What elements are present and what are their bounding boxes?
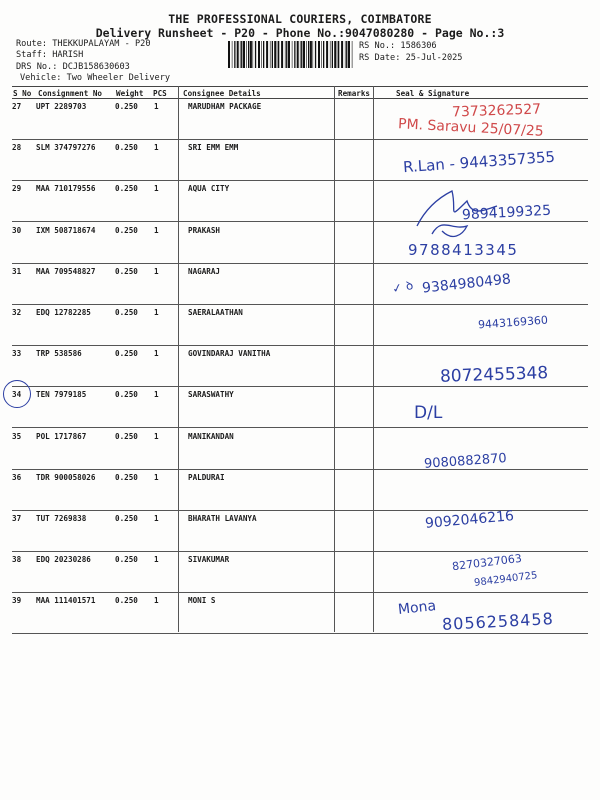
cell-pcs: 1 xyxy=(154,266,159,276)
col-header-sno: S No xyxy=(13,89,32,98)
cell-sno: 37 xyxy=(12,514,22,523)
cell-weight: 0.250 xyxy=(115,143,138,153)
cell-pcs: 1 xyxy=(154,143,159,153)
cell-weight: 0.250 xyxy=(115,308,138,317)
col-header-seal: Seal & Signature xyxy=(396,89,470,98)
handwritten-phone: 8270327063 xyxy=(451,551,523,574)
cell-consignment: UPT 2289703 xyxy=(36,102,87,111)
handwritten-signature: ✓ ꝺ xyxy=(390,277,415,297)
handwritten-circle xyxy=(3,380,31,408)
cell-pcs: 1 xyxy=(154,514,159,523)
cell-sno: 39 xyxy=(12,596,22,606)
cell-sno: 34 xyxy=(12,390,22,400)
handwritten-phone: 8072455348 xyxy=(439,363,549,387)
cell-pcs: 1 xyxy=(154,102,159,111)
handwritten-phone: 9080882870 xyxy=(423,451,508,472)
cell-pcs: 1 xyxy=(154,596,159,606)
handwritten-phone: 9842940725 xyxy=(473,570,539,589)
rs-date: RS Date: 25-Jul-2025 xyxy=(359,53,463,63)
cell-sno: 36 xyxy=(12,472,22,482)
runsheet-title: Delivery Runsheet - P20 - Phone No.:9047080280 - Page No.:3 xyxy=(95,26,505,40)
cell-consignee: MANIKANDAN xyxy=(188,431,234,441)
cell-weight: 0.250 xyxy=(115,184,138,194)
cell-consignee: SARASWATHY xyxy=(188,390,234,400)
cell-consignment: MAA 710179556 xyxy=(36,184,96,194)
handwritten-mark: D/L xyxy=(414,403,443,423)
cell-consignment: EDQ 20230286 xyxy=(36,555,91,565)
cell-pcs: 1 xyxy=(154,308,159,317)
cell-weight: 0.250 xyxy=(115,225,138,235)
col-header-consignment: Consignment No xyxy=(38,89,103,98)
company-name: THE PROFESSIONAL COURIERS, COIMBATORE xyxy=(168,12,432,26)
cell-consignment: POL 1717867 xyxy=(36,431,87,441)
cell-weight: 0.250 xyxy=(115,266,138,276)
handwritten-signature: R.Lan - 9443357355 xyxy=(402,147,556,177)
cell-sno: 27 xyxy=(12,102,22,111)
cell-consignee: PRAKASH xyxy=(188,225,221,235)
cell-sno: 30 xyxy=(12,225,22,235)
cell-sno: 33 xyxy=(12,349,22,359)
cell-weight: 0.250 xyxy=(115,431,138,441)
cell-pcs: 1 xyxy=(154,349,159,359)
handwritten-signature: Mona xyxy=(397,598,437,618)
rs-number: RS No.: 1586306 xyxy=(359,41,437,51)
col-header-weight: Weight xyxy=(116,89,144,98)
handwritten-phone: 9092046216 xyxy=(424,508,515,532)
route-label: Route: THEKKUPALAYAM - P20 xyxy=(16,39,151,49)
col-header-remarks: Remarks xyxy=(338,89,371,98)
cell-weight: 0.250 xyxy=(115,514,138,523)
cell-weight: 0.250 xyxy=(115,596,138,606)
cell-pcs: 1 xyxy=(154,555,159,565)
cell-consignment: TRP 538586 xyxy=(36,349,82,359)
handwritten-phone: 9894199325 xyxy=(461,202,552,224)
cell-weight: 0.250 xyxy=(115,472,138,482)
cell-consignee: SIVAKUMAR xyxy=(188,555,230,565)
cell-consignee: NAGARAJ xyxy=(188,266,221,276)
table-row xyxy=(12,469,588,511)
drs-number: DRS No.: DCJB158630603 xyxy=(16,62,130,72)
cell-consignee: SRI EMM EMM xyxy=(188,143,239,153)
cell-consignment: EDQ 12782285 xyxy=(36,308,91,317)
barcode-image xyxy=(228,41,353,68)
handwritten-phone: 7373262527 xyxy=(451,101,542,121)
cell-pcs: 1 xyxy=(154,225,159,235)
cell-pcs: 1 xyxy=(154,431,159,441)
cell-sno: 32 xyxy=(12,308,22,317)
cell-consignment: MAA 111401571 xyxy=(36,596,96,606)
cell-consignee: BHARATH LAVANYA xyxy=(188,514,257,523)
cell-consignment: MAA 709548827 xyxy=(36,266,96,276)
cell-sno: 28 xyxy=(12,143,22,153)
cell-consignment: TEN 7979185 xyxy=(36,390,87,400)
scribble-signature xyxy=(412,186,502,240)
cell-pcs: 1 xyxy=(154,184,159,194)
cell-consignee: MONI S xyxy=(188,596,216,606)
cell-consignment: SLM 374797276 xyxy=(36,143,96,153)
handwritten-phone: 9443169360 xyxy=(477,313,549,332)
handwritten-phone: 9788413345 xyxy=(408,241,519,259)
cell-weight: 0.250 xyxy=(115,102,138,111)
vehicle-label: Vehicle: Two Wheeler Delivery xyxy=(20,73,171,83)
cell-consignment: TUT 7269838 xyxy=(36,514,87,523)
cell-pcs: 1 xyxy=(154,472,159,482)
cell-sno: 29 xyxy=(12,184,22,194)
cell-consignee: MARUDHAM PACKAGE xyxy=(188,102,262,111)
handwritten-signature: PM. Saravu 25/07/25 xyxy=(397,116,545,140)
cell-consignee: AQUA CITY xyxy=(188,184,230,194)
cell-weight: 0.250 xyxy=(115,555,138,565)
handwritten-phone: 9384980498 xyxy=(421,271,512,297)
table-row xyxy=(12,386,588,428)
col-header-pcs: PCS xyxy=(153,89,167,98)
cell-consignment: IXM 508718674 xyxy=(36,225,96,235)
cell-consignee: PALDURAI xyxy=(188,472,225,482)
cell-consignee: SAERALAATHAN xyxy=(188,308,243,317)
table-top-border xyxy=(12,86,588,87)
cell-weight: 0.250 xyxy=(115,390,138,400)
cell-pcs: 1 xyxy=(154,390,159,400)
handwritten-phone: 8056258458 xyxy=(441,609,555,634)
staff-label: Staff: HARISH xyxy=(16,50,84,60)
cell-consignee: GOVINDARAJ VANITHA xyxy=(188,349,271,359)
cell-consignment: TDR 900058026 xyxy=(36,472,96,482)
cell-sno: 31 xyxy=(12,266,22,276)
cell-weight: 0.250 xyxy=(115,349,138,359)
col-header-consignee: Consignee Details xyxy=(183,89,261,98)
cell-sno: 35 xyxy=(12,431,22,441)
cell-sno: 38 xyxy=(12,555,22,565)
